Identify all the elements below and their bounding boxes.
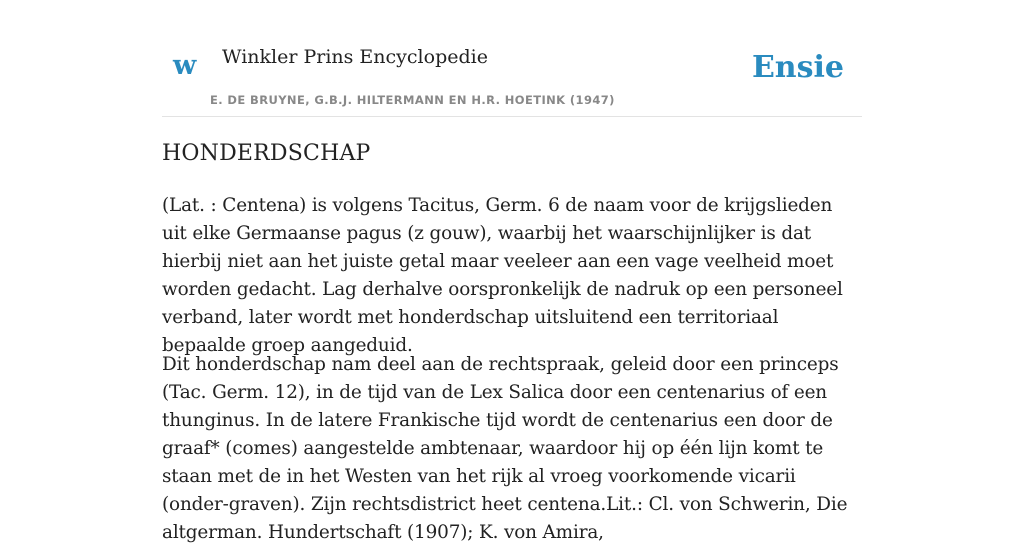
header — [162, 0, 862, 117]
entry-paragraph-1: (Lat. : Centena) is volgens Tacitus, Germ. 6 de naam voor de krijgslieden uit elke Germaanse pagus (z gouw), waarbij het waarschijnlijker is dat hierbij niet aan het juiste getal maar veeleer aan een vage veelheid moet worden gedacht. Lag derhalve oorspronkelijk de nadruk op een personeel verband, later wordt met honderdschap uitsluitend een territoriaal bepaalde groep aangeduid. — [162, 195, 843, 356]
book-logo-icon[interactable]: w — [173, 50, 197, 81]
book-authors: E. DE BRUYNE, G.B.J. HILTERMANN EN H.R. HOETINK (1947) — [210, 93, 615, 107]
page — [162, 0, 862, 543]
page-title: HONDERDSCHAP — [162, 141, 371, 166]
ensie-logo-link[interactable]: Ensie — [751, 50, 844, 85]
entry-paragraph-2: Dit honderdschap nam deel aan de rechtspraak, geleid door een princeps (Tac. Germ. 12), in de tijd van de Lex Salica door een centenarius of een thunginus. In de latere Frankische tijd wordt de centenarius een door de graaf* (comes) aangestelde ambtenaar, waardoor hij op één lijn komt te staan met de in het Westen van het rijk al vroeg voorkomende vicarii (onder-graven). Zijn rechtsdistrict heet centena.Lit.: Cl. von Schwerin, Die altgerman. Hundertschaft (1907); K. von Amira, — [162, 354, 848, 543]
book-title[interactable]: Winkler Prins Encyclopedie — [222, 46, 488, 68]
